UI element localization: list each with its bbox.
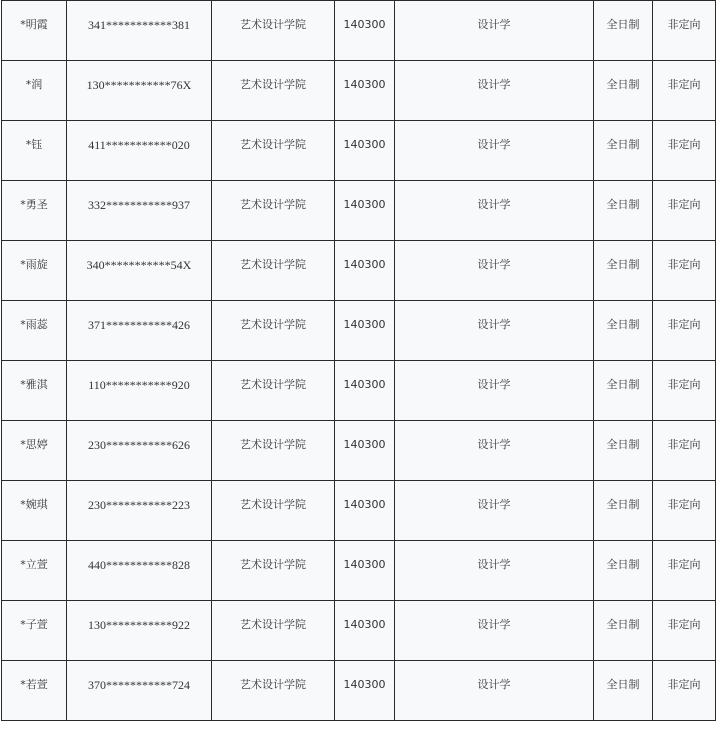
major-code-text: 140300 [343, 378, 386, 391]
name-text: *婉琪 [20, 498, 48, 511]
table-row [2, 361, 716, 421]
id-number-text: 340***********54X [86, 258, 192, 272]
cell-major [395, 241, 594, 301]
id-number-text: 411***********020 [88, 138, 190, 152]
table-row [2, 661, 716, 721]
study-mode-text: 全日制 [606, 678, 640, 691]
major-text: 设计学 [477, 618, 511, 631]
cell-orientation [653, 601, 716, 661]
orientation-text: 非定向 [667, 198, 701, 211]
cell-major [395, 421, 594, 481]
cell-id-number [67, 361, 212, 421]
college-text: 艺术设计学院 [240, 318, 306, 331]
study-mode-text: 全日制 [606, 18, 640, 31]
study-mode-text: 全日制 [606, 558, 640, 571]
major-code-text: 140300 [343, 18, 386, 31]
cell-study-mode [594, 361, 653, 421]
cell-name [2, 181, 67, 241]
major-code-text: 140300 [343, 558, 386, 571]
table-row [2, 301, 716, 361]
id-number-text: 130***********76X [86, 78, 192, 92]
major-text: 设计学 [477, 438, 511, 451]
cell-college [212, 1, 335, 61]
cell-name [2, 601, 67, 661]
name-text: *明霞 [20, 18, 48, 31]
cell-id-number [67, 601, 212, 661]
cell-orientation [653, 301, 716, 361]
cell-study-mode [594, 481, 653, 541]
major-text: 设计学 [477, 678, 511, 691]
cell-id-number [67, 421, 212, 481]
major-code-text: 140300 [343, 498, 386, 511]
cell-orientation [653, 481, 716, 541]
cell-id-number [67, 541, 212, 601]
major-code-text: 140300 [343, 438, 386, 451]
table-row [2, 421, 716, 481]
cell-college [212, 181, 335, 241]
major-text: 设计学 [477, 558, 511, 571]
cell-id-number [67, 301, 212, 361]
major-text: 设计学 [477, 78, 511, 91]
cell-major [395, 181, 594, 241]
id-number-text: 341***********381 [88, 18, 190, 32]
table-row [2, 181, 716, 241]
major-code-text: 140300 [343, 318, 386, 331]
cell-study-mode [594, 601, 653, 661]
cell-major-code [335, 121, 395, 181]
cell-study-mode [594, 181, 653, 241]
cell-major [395, 541, 594, 601]
cell-major-code [335, 481, 395, 541]
major-code-text: 140300 [343, 618, 386, 631]
cell-major-code [335, 541, 395, 601]
orientation-text: 非定向 [667, 618, 701, 631]
cell-study-mode [594, 661, 653, 721]
major-text: 设计学 [477, 258, 511, 271]
major-code-text: 140300 [343, 78, 386, 91]
cell-college [212, 61, 335, 121]
study-mode-text: 全日制 [606, 618, 640, 631]
study-mode-text: 全日制 [606, 378, 640, 391]
name-text: *雨旋 [20, 258, 48, 271]
college-text: 艺术设计学院 [240, 138, 306, 151]
cell-college [212, 121, 335, 181]
cell-orientation [653, 1, 716, 61]
study-mode-text: 全日制 [606, 318, 640, 331]
cell-major [395, 481, 594, 541]
id-number-text: 230***********223 [88, 498, 190, 512]
cell-name [2, 1, 67, 61]
name-text: *雨蕊 [20, 318, 48, 331]
orientation-text: 非定向 [667, 318, 701, 331]
major-code-text: 140300 [343, 198, 386, 211]
cell-study-mode [594, 301, 653, 361]
cell-college [212, 541, 335, 601]
cell-orientation [653, 661, 716, 721]
study-mode-text: 全日制 [606, 138, 640, 151]
cell-name [2, 661, 67, 721]
cell-major-code [335, 661, 395, 721]
name-text: *子萱 [20, 618, 48, 631]
cell-orientation [653, 121, 716, 181]
orientation-text: 非定向 [667, 558, 701, 571]
orientation-text: 非定向 [667, 498, 701, 511]
table-row [2, 61, 716, 121]
cell-name [2, 361, 67, 421]
cell-study-mode [594, 61, 653, 121]
major-text: 设计学 [477, 198, 511, 211]
cell-major-code [335, 301, 395, 361]
college-text: 艺术设计学院 [240, 18, 306, 31]
table-row [2, 481, 716, 541]
orientation-text: 非定向 [667, 438, 701, 451]
table-row [2, 241, 716, 301]
name-text: *思婷 [20, 438, 48, 451]
cell-major [395, 601, 594, 661]
college-text: 艺术设计学院 [240, 678, 306, 691]
cell-major [395, 61, 594, 121]
name-text: *立萱 [20, 558, 48, 571]
college-text: 艺术设计学院 [240, 558, 306, 571]
cell-college [212, 301, 335, 361]
study-mode-text: 全日制 [606, 78, 640, 91]
cell-major [395, 1, 594, 61]
id-number-text: 130***********922 [88, 618, 190, 632]
cell-study-mode [594, 121, 653, 181]
cell-id-number [67, 481, 212, 541]
id-number-text: 110***********920 [88, 378, 190, 392]
cell-study-mode [594, 421, 653, 481]
cell-orientation [653, 61, 716, 121]
college-text: 艺术设计学院 [240, 258, 306, 271]
cell-study-mode [594, 1, 653, 61]
cell-id-number [67, 661, 212, 721]
major-text: 设计学 [477, 318, 511, 331]
cell-study-mode [594, 241, 653, 301]
cell-major-code [335, 421, 395, 481]
cell-id-number [67, 241, 212, 301]
cell-major [395, 361, 594, 421]
cell-major-code [335, 601, 395, 661]
cell-name [2, 61, 67, 121]
cell-name [2, 481, 67, 541]
major-text: 设计学 [477, 498, 511, 511]
name-text: *若萱 [20, 678, 48, 691]
id-number-text: 230***********626 [88, 438, 190, 452]
cell-orientation [653, 541, 716, 601]
id-number-text: 440***********828 [88, 558, 190, 572]
id-number-text: 371***********426 [88, 318, 190, 332]
name-text: *勇圣 [20, 198, 48, 211]
cell-college [212, 661, 335, 721]
id-number-text: 332***********937 [88, 198, 190, 212]
cell-major [395, 121, 594, 181]
cell-id-number [67, 61, 212, 121]
table-row [2, 541, 716, 601]
cell-major [395, 301, 594, 361]
cell-id-number [67, 121, 212, 181]
cell-college [212, 481, 335, 541]
college-text: 艺术设计学院 [240, 438, 306, 451]
orientation-text: 非定向 [667, 18, 701, 31]
cell-id-number [67, 1, 212, 61]
orientation-text: 非定向 [667, 138, 701, 151]
cell-college [212, 421, 335, 481]
major-code-text: 140300 [343, 678, 386, 691]
college-text: 艺术设计学院 [240, 618, 306, 631]
major-code-text: 140300 [343, 258, 386, 271]
name-text: *钰 [25, 138, 43, 151]
major-text: 设计学 [477, 138, 511, 151]
orientation-text: 非定向 [667, 378, 701, 391]
cell-orientation [653, 361, 716, 421]
cell-orientation [653, 421, 716, 481]
table-row [2, 121, 716, 181]
table-row [2, 1, 716, 61]
major-text: 设计学 [477, 18, 511, 31]
cell-name [2, 301, 67, 361]
cell-major [395, 661, 594, 721]
study-mode-text: 全日制 [606, 438, 640, 451]
name-text: *润 [25, 78, 43, 91]
cell-major-code [335, 241, 395, 301]
study-mode-text: 全日制 [606, 258, 640, 271]
roster-body [2, 1, 716, 721]
study-mode-text: 全日制 [606, 498, 640, 511]
orientation-text: 非定向 [667, 258, 701, 271]
cell-name [2, 121, 67, 181]
cell-study-mode [594, 541, 653, 601]
cell-major-code [335, 181, 395, 241]
cell-orientation [653, 241, 716, 301]
orientation-text: 非定向 [667, 678, 701, 691]
college-text: 艺术设计学院 [240, 198, 306, 211]
name-text: *雅淇 [20, 378, 48, 391]
orientation-text: 非定向 [667, 78, 701, 91]
id-number-text: 370***********724 [88, 678, 190, 692]
college-text: 艺术设计学院 [240, 378, 306, 391]
cell-college [212, 361, 335, 421]
college-text: 艺术设计学院 [240, 78, 306, 91]
study-mode-text: 全日制 [606, 198, 640, 211]
major-code-text: 140300 [343, 138, 386, 151]
table-row [2, 601, 716, 661]
cell-name [2, 421, 67, 481]
cell-major-code [335, 361, 395, 421]
cell-id-number [67, 181, 212, 241]
college-text: 艺术设计学院 [240, 498, 306, 511]
cell-college [212, 601, 335, 661]
cell-college [212, 241, 335, 301]
cell-major-code [335, 1, 395, 61]
admission-roster-table [1, 0, 716, 721]
cell-major-code [335, 61, 395, 121]
cell-orientation [653, 181, 716, 241]
major-text: 设计学 [477, 378, 511, 391]
cell-name [2, 241, 67, 301]
cell-name [2, 541, 67, 601]
